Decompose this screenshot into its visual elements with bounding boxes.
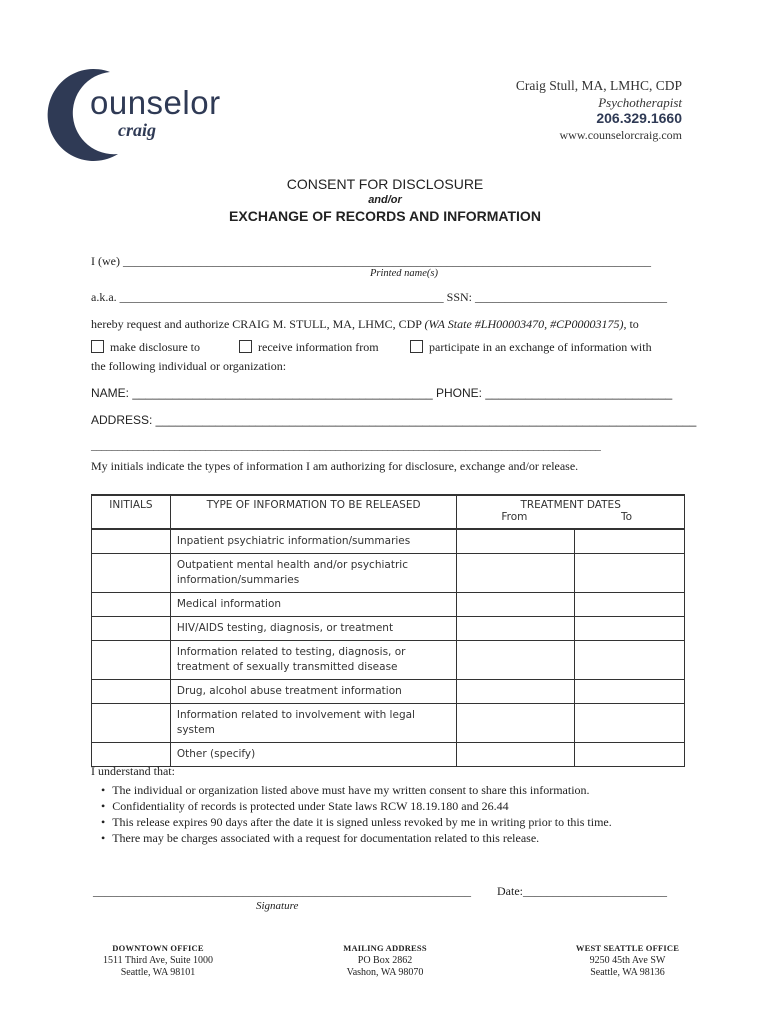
west-title: WEST SEATTLE OFFICE	[575, 943, 680, 953]
initials-cell[interactable]	[92, 554, 171, 593]
logo-word: ounselor	[90, 84, 221, 121]
from-cell[interactable]	[457, 680, 575, 704]
title-line1: CONSENT FOR DISCLOSURE	[286, 176, 484, 192]
list-item: • There may be charges associated with a request for documentation related to this release.	[101, 830, 612, 846]
table-row	[92, 554, 685, 593]
downtown-line1: 1511 Third Ave, Suite 1000	[102, 954, 214, 966]
to-cell[interactable]	[575, 617, 685, 641]
logo	[40, 64, 230, 164]
following-text: the following individual or organization:	[91, 359, 287, 373]
request-start: hereby request and authorize CRAIG M. STULL, MA, LHMC, CDP	[91, 317, 425, 331]
footer-downtown	[88, 942, 228, 980]
header-dates	[457, 495, 685, 529]
table-row	[92, 593, 685, 617]
to-cell[interactable]	[575, 641, 685, 680]
west-line2: Seattle, WA 98136	[590, 967, 665, 978]
to-cell[interactable]	[575, 743, 685, 767]
initials-cell[interactable]	[92, 593, 171, 617]
signature-label: Signature	[256, 900, 299, 912]
type-cell: Information related to involvement with legal system	[170, 704, 456, 743]
table-row	[92, 617, 685, 641]
table-row	[92, 529, 685, 554]
to-cell[interactable]	[575, 680, 685, 704]
signature-line[interactable]: _______________________________________________________________	[93, 884, 471, 898]
checkbox-disclosure[interactable]	[91, 340, 104, 353]
understand-intro: I understand that:	[91, 764, 175, 778]
to-cell[interactable]	[575, 593, 685, 617]
initials-cell[interactable]	[92, 529, 171, 554]
info-table	[91, 494, 685, 767]
list-item: • The individual or organization listed above must have my written consent to share this information.	[101, 782, 612, 798]
checkbox-receive[interactable]	[239, 340, 252, 353]
printed-name-label: Printed name(s)	[370, 268, 438, 279]
downtown-line2: Seattle, WA 98101	[120, 967, 196, 978]
type-cell: Other (specify)	[170, 743, 456, 767]
initials-note: My initials indicate the types of information I am authorizing for disclosure, exchange and/or release.	[91, 459, 579, 473]
option-receive-label: receive information from	[258, 340, 379, 354]
checkbox-exchange[interactable]	[410, 340, 423, 353]
header-type: TYPE OF INFORMATION TO BE RELEASED	[170, 495, 456, 529]
header-initials: INITIALS	[92, 495, 171, 529]
from-cell[interactable]	[457, 554, 575, 593]
header-dates-label: TREATMENT DATES	[520, 499, 621, 511]
from-cell[interactable]	[457, 593, 575, 617]
understand-list	[101, 782, 612, 846]
footer-west	[560, 942, 695, 980]
from-cell[interactable]	[457, 641, 575, 680]
logo-script: craig	[118, 120, 156, 140]
option-receive[interactable]	[239, 340, 379, 355]
header-role: Psychotherapist	[598, 95, 682, 110]
request-end: to	[626, 317, 639, 331]
request-license: (WA State #LH00003470, #CP00003175),	[424, 317, 627, 331]
mailing-line1: PO Box 2862	[357, 954, 413, 966]
header-to: To	[620, 511, 632, 523]
table-row	[92, 704, 685, 743]
list-item: • This release expires 90 days after the date it is signed unless revoked by me in writing prior to this time.	[101, 814, 612, 830]
west-line1: 9250 45th Ave SW	[589, 954, 666, 966]
iwe-line[interactable]: I (we) ________________________________________________________________________________________	[91, 254, 651, 268]
address-line[interactable]: ADDRESS: _________________________________________________________________________________	[91, 413, 697, 427]
to-cell[interactable]	[575, 529, 685, 554]
mailing-title: MAILING ADDRESS	[343, 943, 427, 953]
from-cell[interactable]	[457, 704, 575, 743]
type-cell: Outpatient mental health and/or psychiatric information/summaries	[170, 554, 456, 593]
option-disclosure[interactable]	[91, 340, 200, 355]
table-row	[92, 641, 685, 680]
type-cell: HIV/AIDS testing, diagnosis, or treatment	[170, 617, 456, 641]
title-line2: EXCHANGE OF RECORDS AND INFORMATION	[229, 208, 541, 224]
table-row	[92, 743, 685, 767]
from-cell[interactable]	[457, 743, 575, 767]
initials-cell[interactable]	[92, 641, 171, 680]
type-cell: Inpatient psychiatric information/summaries	[170, 529, 456, 554]
option-exchange[interactable]	[410, 340, 652, 355]
list-item: • Confidentiality of records is protected under State laws RCW 18.19.180 and 26.44	[101, 798, 612, 814]
header-phone: 206.329.1660	[596, 110, 682, 126]
address-extra-line[interactable]: __________________________________________________________________________________________________	[91, 440, 601, 452]
from-cell[interactable]	[457, 617, 575, 641]
option-exchange-label: participate in an exchange of information with	[429, 340, 652, 354]
option-disclosure-label: make disclosure to	[110, 340, 200, 354]
header-from: From	[501, 511, 528, 523]
header-website: www.counselorcraig.com	[559, 128, 682, 142]
aka-ssn-line[interactable]: a.k.a. ______________________________________________________ SSN: ________________________________	[91, 290, 667, 304]
table-row	[92, 680, 685, 704]
date-line[interactable]: Date:________________________	[497, 884, 667, 898]
initials-cell[interactable]	[92, 680, 171, 704]
initials-cell[interactable]	[92, 743, 171, 767]
type-cell: Drug, alcohol abuse treatment information	[170, 680, 456, 704]
footer-mailing	[315, 942, 455, 980]
mailing-line2: Vashon, WA 98070	[346, 967, 424, 978]
to-cell[interactable]	[575, 704, 685, 743]
from-cell[interactable]	[457, 529, 575, 554]
type-cell: Medical information	[170, 593, 456, 617]
title-andor: and/or	[368, 194, 402, 206]
request-text	[91, 317, 639, 332]
type-cell: Information related to testing, diagnosis, or treatment of sexually transmitted disease	[170, 641, 456, 680]
header-name: Craig Stull, MA, LMHC, CDP	[515, 78, 682, 93]
initials-cell[interactable]	[92, 704, 171, 743]
downtown-title: DOWNTOWN OFFICE	[112, 943, 204, 953]
to-cell[interactable]	[575, 554, 685, 593]
initials-cell[interactable]	[92, 617, 171, 641]
name-phone-line[interactable]: NAME: _____________________________________________ PHONE: ____________________________	[91, 386, 673, 400]
